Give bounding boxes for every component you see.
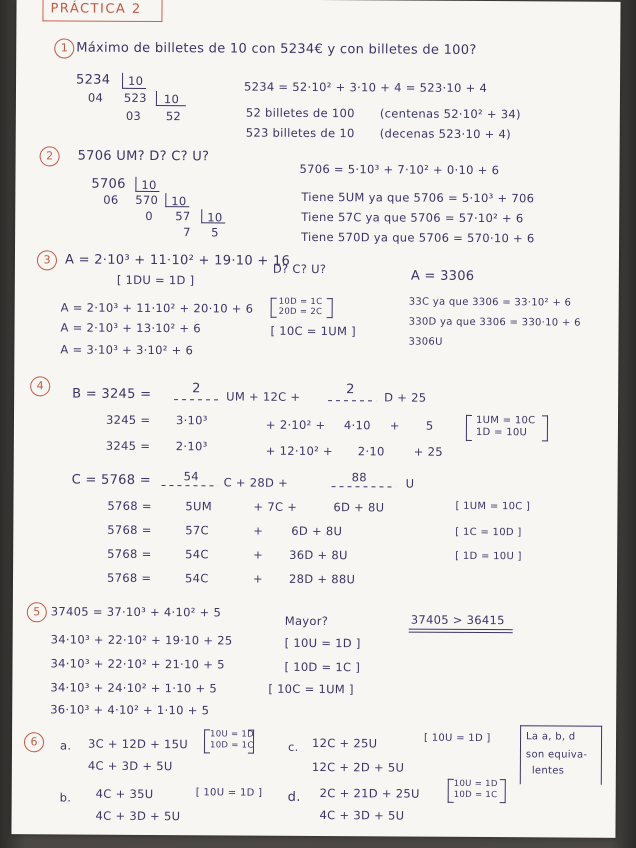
s2-quotient-1: 570	[135, 192, 159, 208]
s4-row-4-a: 5768 =	[106, 570, 152, 585]
division-bar	[201, 209, 202, 223]
s2-heading: 5706 UM? D? C? U?	[77, 148, 210, 165]
s4-b-text-2: D + 25	[384, 390, 427, 405]
s2-remainder-3: 7	[183, 225, 191, 240]
bracket	[542, 415, 548, 441]
s4-row-4-d: 28D + 88U	[288, 571, 356, 587]
s4-row-1-d: 6D + 8U	[333, 500, 385, 515]
s1-line-1-note: (centenas 52·10² + 34)	[379, 106, 521, 122]
s4-row-2-a: 5768 =	[107, 522, 152, 537]
s4-b2-d: 4·10	[343, 418, 371, 433]
s6-b-line-2: 4C + 3D + 5U	[95, 808, 181, 824]
s3-note-1b: 20D = 2C	[278, 306, 323, 318]
s5-line-1: 34·10³ + 22·10² + 19·10 + 25	[50, 632, 233, 648]
s3-note-1a: 10D = 1C	[278, 296, 323, 308]
s6-c-line-1: 12C + 25U	[311, 735, 378, 751]
s5-note-2: [ 10D = 1C ]	[284, 659, 361, 675]
s2-divisor-1: 10	[141, 177, 157, 193]
s3-line-1: A = 2·10³ + 11·10² + 20·10 + 6	[60, 300, 254, 316]
s1-remainder-1: 04	[87, 90, 104, 105]
s6-c-label: c.	[287, 739, 299, 754]
s3-question: D? C? U?	[272, 261, 327, 277]
s5-question: Mayor?	[284, 613, 329, 629]
s3-note: [ 1DU = 1D ]	[116, 272, 195, 288]
s1-line-2: 523 billetes de 10	[245, 125, 355, 141]
s6-d-line-1: 2C + 21D + 25U	[319, 786, 420, 801]
s4-row-3-c: +	[253, 547, 264, 562]
s1-line-2-note: (decenas 523·10 + 4)	[379, 126, 512, 142]
s4-row-3-a: 5768 =	[107, 546, 152, 561]
blank-line	[174, 399, 220, 400]
s6-c-line-2: 12C + 2D + 5U	[311, 759, 405, 775]
bracket	[327, 298, 333, 318]
s5-line-0: 37405 = 37·10³ + 4·10² + 5	[50, 604, 222, 620]
s3-right-3: 3306U	[408, 336, 443, 348]
s4-c-note-2: [ 1C = 10D ]	[455, 526, 522, 539]
paper-sheet	[11, 0, 620, 838]
division-bar	[156, 91, 157, 106]
s3-line-3: A = 3·10³ + 3·10² + 6	[60, 342, 194, 358]
s4-b2-e: +	[389, 418, 400, 433]
s3-right-1: 33C ya que 3306 = 33·10² + 6	[408, 296, 572, 309]
s4-b-note-1: 1UM = 10C	[475, 414, 536, 427]
division-bar	[165, 193, 166, 207]
bracket	[248, 730, 254, 754]
section-number-3: 3	[37, 250, 57, 270]
s6-d-note-1: 10U = 1D	[453, 778, 498, 790]
s2-divisor-3: 10	[207, 210, 223, 225]
s4-row-4-b: 54C	[184, 571, 209, 586]
s4-b3-c: + 12·10² +	[265, 443, 333, 459]
s4-row-4-c: +	[252, 571, 263, 586]
s4-b2-f: 5	[425, 418, 434, 433]
s6-c-note: [ 10U = 1D ]	[424, 732, 491, 745]
s4-row-3-b: 54C	[185, 547, 209, 562]
s6-d-label: d.	[287, 789, 301, 805]
bracket	[271, 298, 277, 318]
s4-row-1-a: 5768 =	[107, 498, 152, 513]
s4-b-line-1: B = 3245 =	[72, 386, 152, 402]
blank-line	[332, 486, 396, 487]
s4-b-note-2: 1D = 10U	[475, 426, 528, 439]
s1-line-1: 52 billetes de 100	[245, 105, 355, 121]
s1-quotient-2: 52	[165, 109, 182, 124]
s4-row-1-c: + 7C +	[253, 499, 298, 514]
s2-equation: 5706 = 5·10³ + 7·10² + 0·10 + 6	[299, 161, 500, 178]
s5-note-3: [ 10C = 1UM ]	[268, 681, 354, 697]
s6-d-note-2: 10D = 1C	[453, 789, 498, 801]
s4-b3-b: 2·10³	[175, 439, 208, 454]
s6-b-label: b.	[59, 790, 72, 805]
s6-b-line-1: 4C + 35U	[95, 786, 154, 802]
s4-row-2-c: +	[253, 523, 264, 538]
s1-quotient-1: 523	[123, 90, 147, 105]
section-number-5: 5	[27, 602, 47, 622]
s4-b-blank-1: 2	[192, 381, 201, 397]
division-bar	[122, 88, 146, 89]
s6-a-line-2: 4C + 3D + 5U	[87, 758, 173, 774]
s4-row-1-b: 5UM	[185, 499, 213, 514]
bracket	[500, 779, 506, 803]
s4-c-note-3: [ 1D = 10U ]	[455, 550, 522, 563]
s2-line-2: Tiene 57C ya que 5706 = 57·10² + 6	[301, 209, 524, 226]
s2-remainder-1: 06	[103, 192, 119, 207]
s4-row-2-d: 6D + 8U	[291, 523, 343, 539]
s1-remainder-2: 03	[125, 108, 142, 123]
s1-divisor-2: 10	[163, 92, 180, 107]
conclusion-line-2: son equiva-	[525, 749, 588, 761]
s4-b2-a: 3245 =	[105, 412, 151, 427]
s5-note-1: [ 10U = 1D ]	[284, 635, 361, 651]
s6-a-line-1: 3C + 12D + 15U	[87, 736, 189, 752]
s6-a-note-1: 10U = 1D	[210, 729, 255, 740]
underline	[409, 632, 513, 634]
s4-b3-a: 3245 =	[105, 438, 151, 453]
section-number-2: 2	[40, 146, 60, 166]
section-number-4: 4	[30, 376, 50, 396]
s6-a-note-2: 10D = 1C	[209, 740, 254, 751]
s4-c-blank-1: 54	[183, 469, 199, 484]
s3-line-2: A = 2·10³ + 13·10² + 6	[60, 320, 201, 336]
conclusion-line-1: La a, b, d	[526, 731, 576, 743]
s4-c-note-1: [ 1UM = 10C ]	[455, 500, 531, 513]
s6-d-line-2: 4C + 3D + 5U	[319, 808, 405, 823]
blank-line	[328, 400, 376, 401]
s4-b3-d: 2·10	[357, 444, 385, 459]
section-number-1: 1	[54, 38, 74, 58]
s5-line-4: 36·10³ + 4·10² + 1·10 + 5	[50, 702, 210, 718]
s2-remainder-2: 0	[145, 208, 153, 223]
s5-comparison: 37405 > 36415	[410, 612, 505, 628]
conclusion-line-3: lentes	[531, 765, 565, 777]
s4-b-blank-2: 2	[346, 382, 355, 398]
s5-line-3: 34·10³ + 24·10² + 1·10 + 5	[50, 680, 218, 696]
s1-dividend: 5234	[76, 72, 111, 88]
s4-b2-c: + 2·10² +	[265, 417, 326, 433]
s2-quotient-2: 57	[175, 209, 191, 224]
underline	[409, 629, 513, 631]
s4-row-3-d: 36D + 8U	[289, 547, 348, 563]
s2-dividend: 5706	[91, 176, 126, 192]
s4-row-2-b: 57C	[185, 523, 209, 538]
division-bar	[122, 73, 123, 89]
s4-c-line-1: C = 5768 =	[71, 472, 152, 488]
section-number-6: 6	[24, 732, 44, 752]
s4-c-blank-2: 88	[351, 470, 367, 485]
s2-quotient-3: 5	[211, 225, 219, 240]
s3-right-2: 330D ya que 3306 = 330·10 + 6	[408, 316, 581, 329]
division-bar	[135, 177, 136, 192]
page-title: PRÁCTICA 2	[50, 1, 142, 17]
s5-line-2: 34·10³ + 22·10² + 21·10 + 5	[50, 656, 225, 672]
s2-divisor-2: 10	[171, 194, 187, 209]
s1-divisor-1: 10	[128, 73, 144, 88]
blank-line	[162, 485, 218, 486]
s4-b-text-1: UM + 12C +	[226, 389, 301, 404]
s4-c-text-1: C + 28D +	[223, 475, 289, 490]
s2-line-3: Tiene 570D ya que 5706 = 570·10 + 6	[301, 229, 535, 246]
s3-result: A = 3306	[410, 268, 475, 284]
s4-c-text-2: U	[405, 476, 415, 491]
s6-b-note: [ 10U = 1D ]	[195, 787, 263, 799]
s1-heading: Máximo de billetes de 10 con 5234€ y con billetes de 100?	[76, 40, 477, 58]
s4-b2-b: 3·10³	[175, 413, 208, 428]
s4-b3-e: + 25	[413, 444, 443, 459]
s3-heading: A = 2·10³ + 11·10² + 19·10 + 16	[64, 252, 291, 269]
bracket	[466, 415, 472, 441]
s1-equation: 5234 = 52·10² + 3·10 + 4 = 523·10 + 4	[243, 79, 488, 96]
s6-a-label: a.	[59, 738, 72, 753]
s3-note-2: [ 10C = 1UM ]	[270, 323, 357, 339]
s2-line-1: Tiene 5UM ya que 5706 = 5·10³ + 706	[301, 189, 535, 206]
